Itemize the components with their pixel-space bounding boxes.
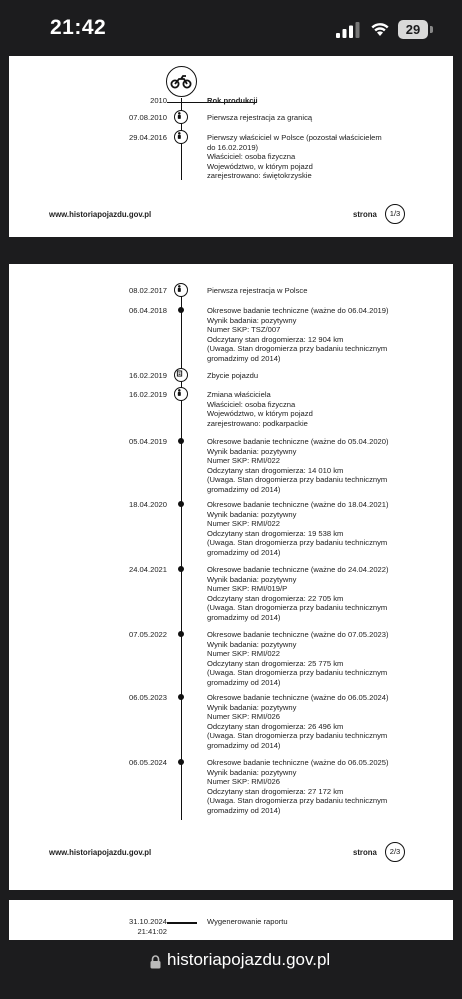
event-date: 24.04.2021 <box>128 565 167 574</box>
page-number-badge: 2/3 <box>385 842 405 862</box>
event-date: 06.05.2023 <box>128 693 167 702</box>
event-time: 21:41:02 <box>137 927 167 936</box>
person-icon <box>174 110 188 124</box>
timeline-dot <box>178 501 184 507</box>
event-date: 06.05.2024 <box>128 758 167 767</box>
timeline-dot <box>178 759 184 765</box>
event-date: 07.08.2010 <box>128 113 167 122</box>
person-icon <box>174 283 188 297</box>
wifi-icon <box>370 21 390 37</box>
timeline-dot <box>178 694 184 700</box>
event-desc: Okresowe badanie techniczne (ważne do 05.04.2020) Wynik badania: pozytywny Numer SKP: RMI/022 Odczytany stan drogomierza: 14 010 km (Uwaga. Stan drogomierza przy badaniu technicznym gromadzimy od 2014) <box>207 437 389 494</box>
footer-site-url[interactable]: www.historiapojazdu.gov.pl <box>49 848 152 857</box>
event-desc: Zbycie pojazdu <box>207 371 259 380</box>
cellular-signal-icon <box>336 22 360 38</box>
battery-tip <box>430 26 433 33</box>
event-date: 06.04.2018 <box>128 306 167 315</box>
event-desc: Okresowe badanie techniczne (ważne do 18.04.2021) Wynik badania: pozytywny Numer SKP: RMI/022 Odczytany stan drogomierza: 19 538 km (Uwaga. Stan drogomierza przy badaniu technicznym gromadzimy od 2014) <box>207 500 389 557</box>
status-bar <box>0 0 462 56</box>
report-page-2 <box>9 264 453 890</box>
event-date: 07.05.2022 <box>128 630 167 639</box>
report-page-3 <box>9 900 453 940</box>
footer-site-url[interactable]: www.historiapojazdu.gov.pl <box>49 210 152 219</box>
timeline-end-line <box>167 922 197 924</box>
event-desc: Wygenerowanie raportu <box>207 917 288 926</box>
event-date: 16.02.2019 <box>128 390 167 399</box>
event-date: 08.02.2017 <box>128 286 167 295</box>
timeline-dot <box>178 307 184 313</box>
timeline-dot <box>178 438 184 444</box>
event-date: 2010 <box>150 96 167 105</box>
report-page-1 <box>9 56 453 237</box>
event-desc: Pierwszy właściciel w Polsce (pozostał właścicielem do 16.02.2019) Właściciel: osoba fizyczna Województwo, w którym pojazd zarejestrowano: świętokrzyskie <box>207 133 382 181</box>
motorcycle-icon <box>166 66 197 97</box>
event-desc: Okresowe badanie techniczne (ważne do 24.04.2022) Wynik badania: pozytywny Numer SKP: RMI/019/P Odczytany stan drogomierza: 22 705 km (Uwaga. Stan drogomierza przy badaniu technicznym gromadzimy od 2014) <box>207 565 389 622</box>
event-desc: Pierwsza rejestracja za granicą <box>207 113 313 122</box>
footer-page-label: strona <box>353 210 377 219</box>
event-desc: Okresowe badanie techniczne (ważne do 06.04.2019) Wynik badania: pozytywny Numer SKP: TSZ/007 Odczytany stan drogomierza: 12 904 km (Uwaga. Stan drogomierza przy badaniu technicznym gromadzimy od 2014) <box>207 306 389 363</box>
timeline-line <box>181 284 182 820</box>
lock-icon <box>150 955 161 969</box>
footer-page-label: strona <box>353 848 377 857</box>
clock: 21:42 <box>50 16 107 39</box>
event-date: 05.04.2019 <box>128 437 167 446</box>
battery-indicator: 29 <box>398 20 428 39</box>
timeline-dot <box>178 631 184 637</box>
event-desc: Okresowe badanie techniczne (ważne do 06.05.2025) Wynik badania: pozytywny Numer SKP: RMI/026 Odczytany stan drogomierza: 27 172 km (Uwaga. Stan drogomierza przy badaniu technicznym gromadzimy od 2014) <box>207 758 389 815</box>
person-icon <box>174 130 188 144</box>
timeline-dot <box>178 566 184 572</box>
event-desc: Okresowe badanie techniczne (ważne do 06.05.2024) Wynik badania: pozytywny Numer SKP: RMI/026 Odczytany stan drogomierza: 26 496 km (Uwaga. Stan drogomierza przy badaniu technicznym gromadzimy od 2014) <box>207 693 389 750</box>
document-sale-icon <box>174 368 188 382</box>
event-desc: Okresowe badanie techniczne (ważne do 07.05.2023) Wynik badania: pozytywny Numer SKP: RMI/022 Odczytany stan drogomierza: 25 775 km (Uwaga. Stan drogomierza przy badaniu technicznym gromadzimy od 2014) <box>207 630 389 687</box>
event-date: 16.02.2019 <box>128 371 167 380</box>
event-date: 18.04.2020 <box>128 500 167 509</box>
event-desc: Pierwsza rejestracja w Polsce <box>207 286 308 295</box>
event-desc: Rok produkcji <box>207 96 258 105</box>
event-date: 31.10.2024 <box>128 917 167 926</box>
address-url[interactable]: historiapojazdu.gov.pl <box>167 950 331 969</box>
person-icon <box>174 387 188 401</box>
page-number-badge: 1/3 <box>385 204 405 224</box>
event-date: 29.04.2016 <box>128 133 167 142</box>
event-desc: Zmiana właściciela Właściciel: osoba fizyczna Województwo, w którym pojazd zarejestrowano: podkarpackie <box>207 390 313 428</box>
